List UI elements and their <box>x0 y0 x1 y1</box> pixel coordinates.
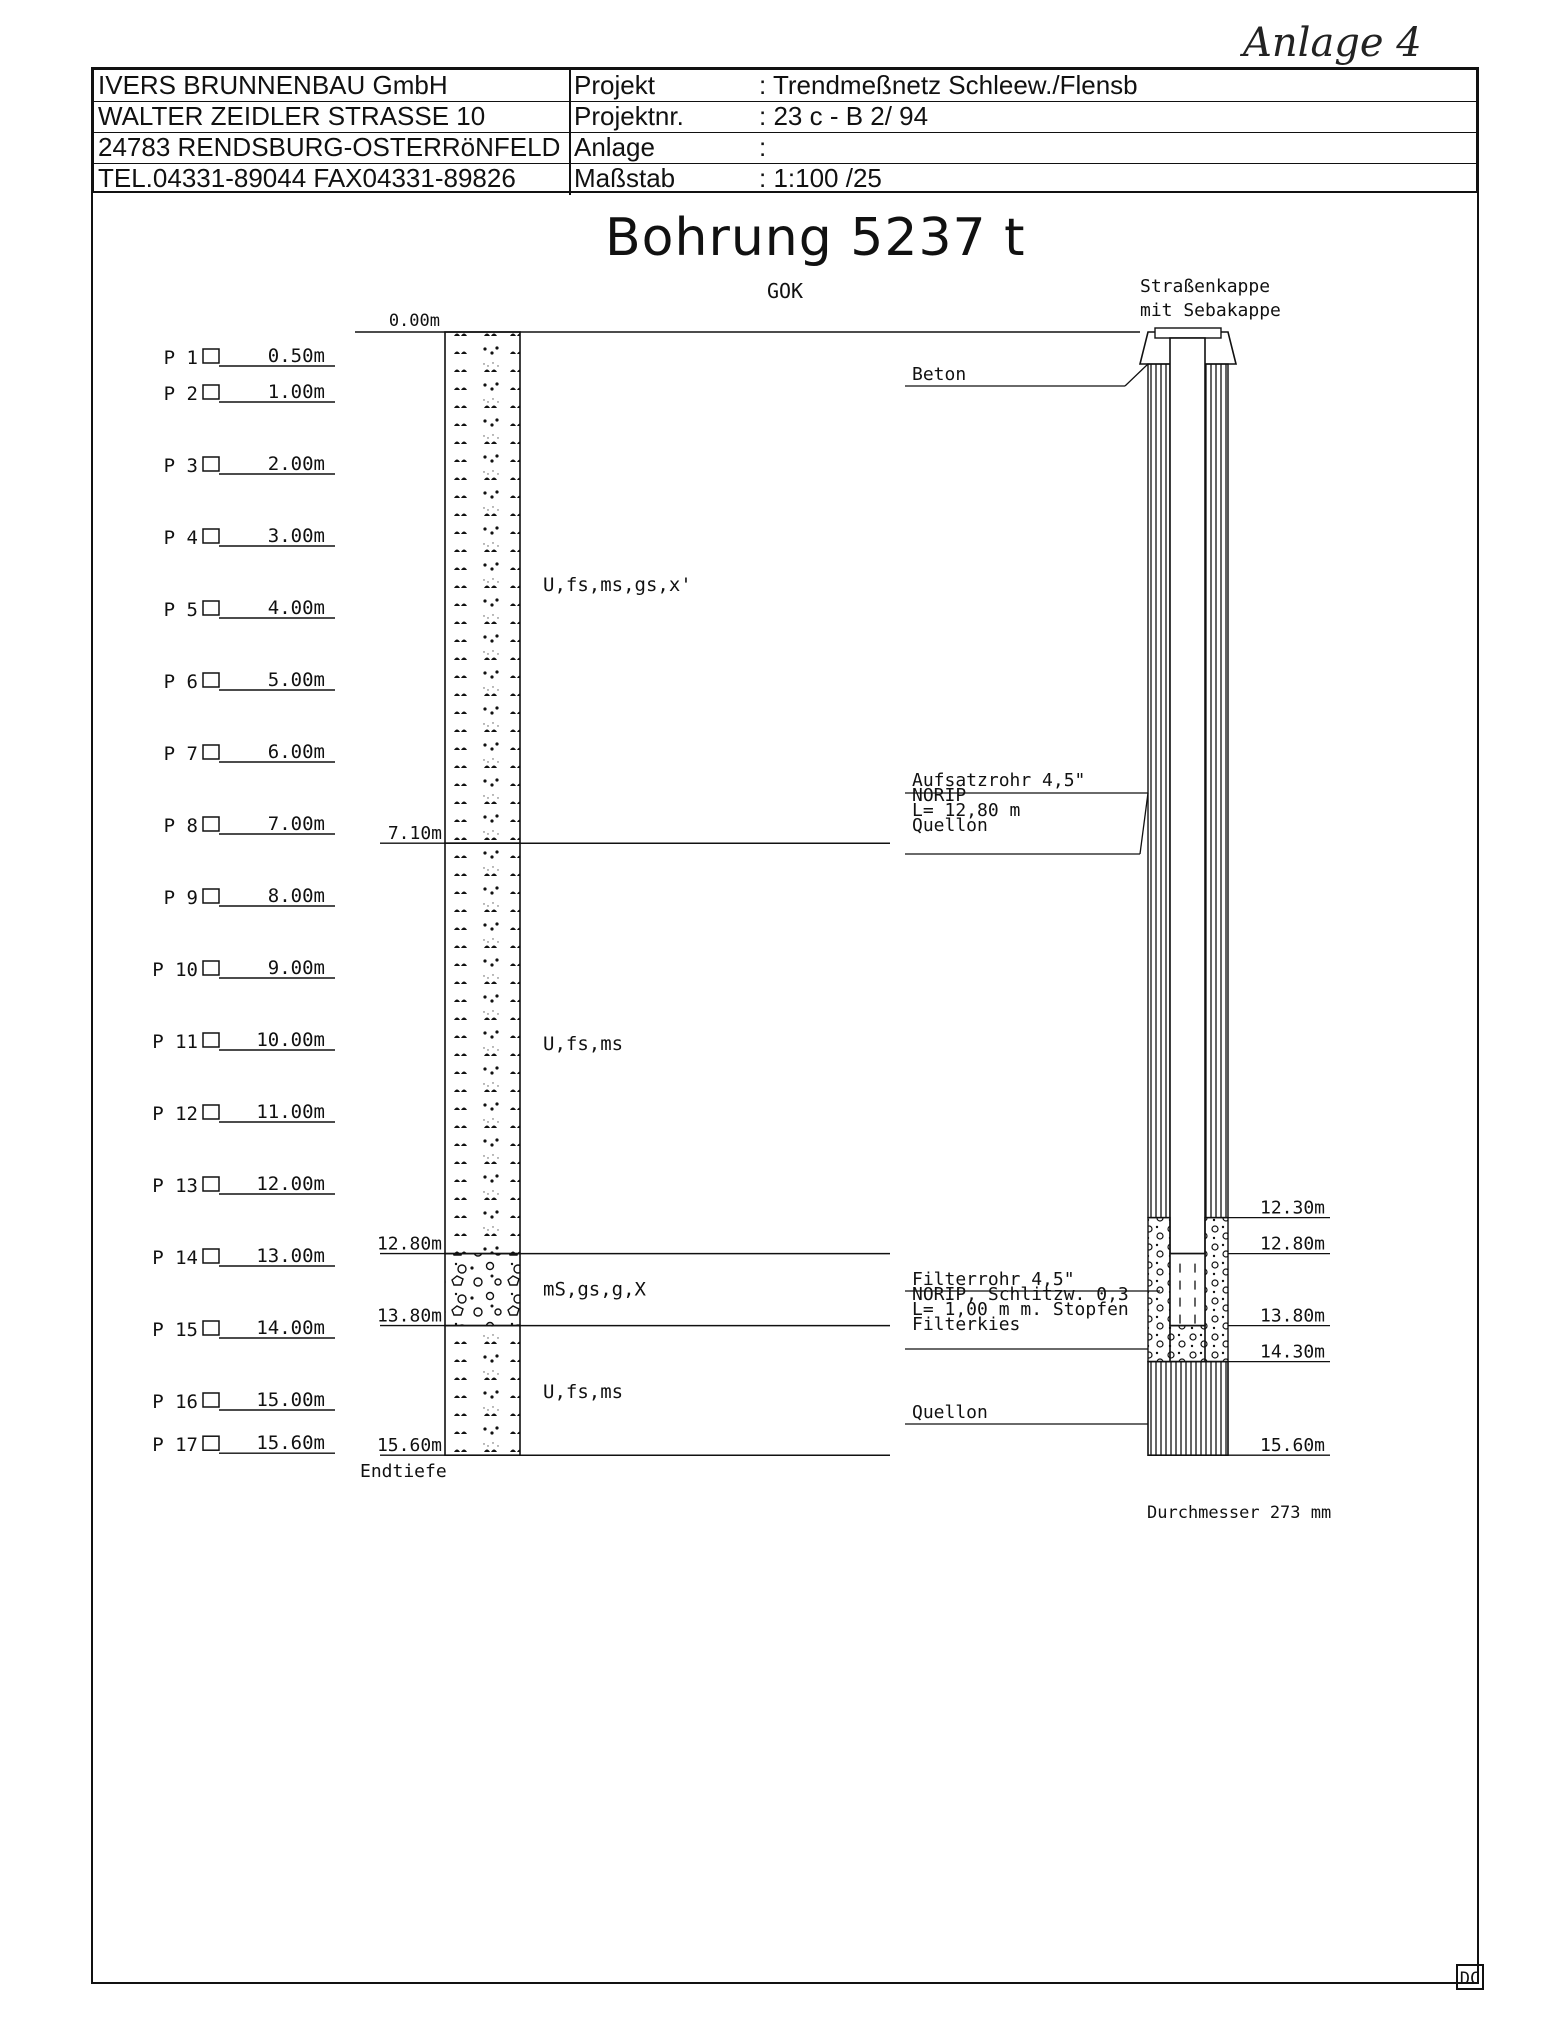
bottom-seal-label: Quellon <box>912 1402 988 1423</box>
well-depth-label: 12.80m <box>1260 1233 1326 1255</box>
gravel-pack-left <box>1148 1218 1170 1362</box>
gok-label: GOK <box>766 279 804 303</box>
sample-depth: 15.60m <box>256 1432 325 1455</box>
sample-id: P 6 <box>163 671 198 693</box>
cap-label: Straßenkappe <box>1140 276 1271 297</box>
annular-seal-left <box>1148 364 1170 1218</box>
well-depth-label: 14.30m <box>1260 1341 1326 1363</box>
sample-id: P 9 <box>163 887 198 909</box>
company-street: WALTER ZEIDLER STRASSE 10 <box>98 101 486 131</box>
riser-pointer <box>1140 793 1148 854</box>
sample-depth: 1.00m <box>267 381 325 403</box>
sample-box <box>203 817 219 831</box>
sample-id: P 11 <box>152 1031 198 1053</box>
riser-label: L= 12,80 m <box>912 800 1021 821</box>
sample-depth: 15.00m <box>256 1389 325 1411</box>
sample-id: P 5 <box>163 599 198 621</box>
sample-depth: 8.00m <box>267 885 325 907</box>
sample-id: P 13 <box>152 1175 198 1197</box>
top-depth-label: 0.00m <box>388 311 440 331</box>
filter-label: L= 1,00 m m. Stopfen <box>912 1299 1129 1320</box>
sample-depth: 11.00m <box>256 1101 325 1123</box>
soil-layer <box>445 1326 520 1456</box>
filter-label: Filterkies <box>912 1314 1021 1335</box>
company-phone: TEL.04331-89044 FAX04331-89826 <box>98 163 516 193</box>
field-key-scale: Maßstab <box>574 163 676 193</box>
sample-id: P 16 <box>152 1391 198 1413</box>
sample-depth: 3.00m <box>267 525 325 547</box>
sample-id: P 12 <box>152 1103 198 1125</box>
borehole-title: Bohrung 5237 t <box>605 208 1026 268</box>
sample-box <box>203 673 219 687</box>
sample-box <box>203 1321 219 1335</box>
sample-box <box>203 1393 219 1407</box>
filter-pipe <box>1170 1254 1205 1326</box>
sample-id: P 1 <box>163 347 198 369</box>
field-key-project-number: Projektnr. <box>574 101 684 131</box>
bottom-seal <box>1148 1362 1228 1456</box>
filter-gravel <box>1170 1326 1205 1362</box>
layer-description: U,fs,ms <box>543 1381 624 1403</box>
field-key-project: Projekt <box>574 70 655 100</box>
sample-id: P 8 <box>163 815 198 837</box>
riser-label: Quellon <box>912 815 988 836</box>
diameter-label: Durchmesser 273 mm <box>1147 1503 1332 1523</box>
sample-id: P 2 <box>163 383 198 405</box>
sample-depth: 9.00m <box>267 957 325 979</box>
soil-layer <box>445 332 520 843</box>
layer-description: U,fs,ms <box>543 1033 624 1055</box>
sample-depth: 0.50m <box>267 345 325 367</box>
layer-depth-label: 12.80m <box>376 1233 442 1255</box>
field-value-project-number: : 23 c - B 2/ 94 <box>759 101 929 131</box>
layer-depth-label: 7.10m <box>387 823 442 845</box>
sample-id: P 3 <box>163 455 198 477</box>
filter-label: Filterrohr 4,5" <box>912 1269 1075 1290</box>
corner-stamp: DC <box>1456 1964 1484 1990</box>
sample-id: P 17 <box>152 1434 198 1457</box>
sample-id: P 4 <box>163 527 198 549</box>
cap-lid <box>1155 328 1221 338</box>
cap-label: mit Sebakappe <box>1140 300 1281 321</box>
field-value-scale: : 1:100 /25 <box>759 163 882 193</box>
soil-layer <box>445 843 520 1253</box>
sample-box <box>203 1436 219 1450</box>
sample-depth: 14.00m <box>256 1317 325 1339</box>
sample-box <box>203 961 219 975</box>
annex-mark: Anlage 4 <box>1243 20 1422 66</box>
concrete-pointer <box>1125 364 1148 386</box>
field-value-annex: : <box>759 132 767 162</box>
field-value-project: : Trendmeßnetz Schleew./Flensb <box>759 70 1138 100</box>
layer-depth-label: 13.80m <box>376 1305 442 1327</box>
sample-depth: 10.00m <box>256 1029 325 1051</box>
sample-box <box>203 1105 219 1119</box>
sample-depth: 7.00m <box>267 813 325 835</box>
sample-id: P 15 <box>152 1319 198 1341</box>
concrete-label: Beton <box>912 364 967 385</box>
sample-box <box>203 745 219 759</box>
sample-depth: 12.00m <box>256 1173 325 1195</box>
riser-label: NORIP <box>912 785 967 806</box>
sample-id: P 14 <box>152 1247 198 1269</box>
end-depth-label: Endtiefe <box>360 1461 447 1483</box>
layer-description: U,fs,ms,gs,x' <box>543 574 692 596</box>
sample-id: P 10 <box>152 959 198 981</box>
layer-depth-label: 15.60m <box>376 1435 442 1457</box>
company-city: 24783 RENDSBURG-OSTERRöNFELD <box>98 132 561 162</box>
sample-id: P 7 <box>163 743 198 765</box>
annular-seal-right <box>1205 364 1228 1218</box>
sample-box <box>203 457 219 471</box>
riser-pipe <box>1170 338 1205 1254</box>
riser-label: Aufsatzrohr 4,5" <box>912 770 1086 791</box>
sample-depth: 6.00m <box>267 741 325 763</box>
company-name: IVERS BRUNNENBAU GmbH <box>98 70 448 100</box>
well-depth-label: 12.30m <box>1260 1197 1326 1219</box>
sample-box <box>203 1249 219 1263</box>
well-depth-label: 13.80m <box>1260 1305 1326 1327</box>
sample-box <box>203 529 219 543</box>
field-key-annex: Anlage <box>574 132 655 162</box>
sample-depth: 5.00m <box>267 669 325 691</box>
sample-box <box>203 385 219 399</box>
filter-label: NORIP, Schlitzw. 0,3 <box>912 1284 1129 1305</box>
soil-layer <box>445 1254 520 1326</box>
sample-box <box>203 889 219 903</box>
sample-box <box>203 349 219 363</box>
sample-box <box>203 1177 219 1191</box>
well-depth-label: 15.60m <box>1260 1435 1326 1457</box>
layer-description: mS,gs,g,X <box>543 1278 646 1301</box>
sample-depth: 13.00m <box>256 1245 325 1267</box>
sample-box <box>203 1033 219 1047</box>
gravel-pack-right <box>1205 1218 1228 1362</box>
sample-depth: 4.00m <box>267 597 325 619</box>
sample-box <box>203 601 219 615</box>
sample-depth: 2.00m <box>267 453 325 475</box>
